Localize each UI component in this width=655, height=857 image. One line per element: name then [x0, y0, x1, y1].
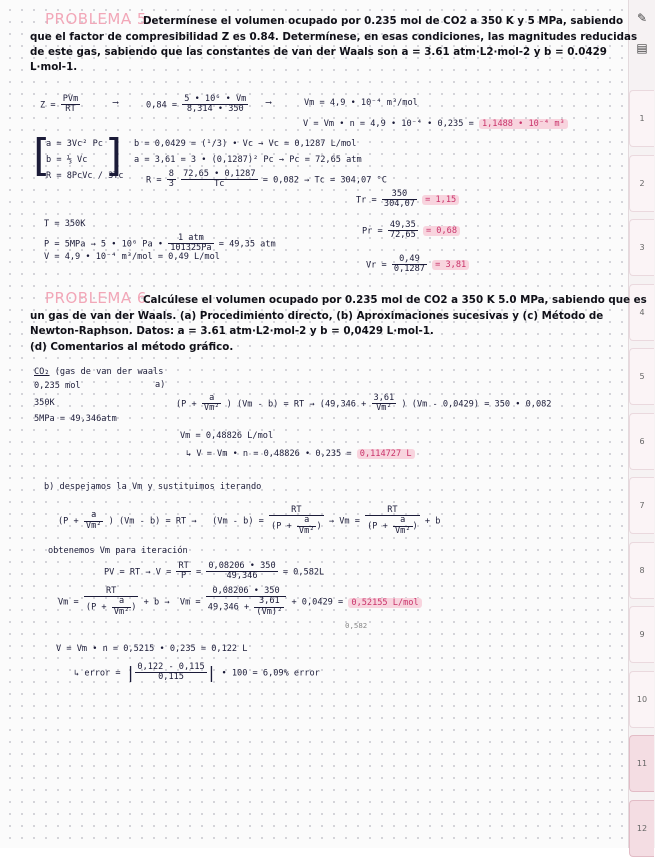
z-definition: Z = $\frac{\text{PVm}}{RT}$	[40, 94, 79, 115]
iteration-guess-note: 0,582	[345, 621, 368, 630]
volume-direct-line: ↳ V = Vm • n = 0,48826 • 0,235 = 0,114727 L	[186, 450, 415, 459]
page-tab-5[interactable]: 5	[629, 348, 654, 405]
gas-label: CO₂ (gas de van der waals	[34, 367, 164, 377]
page-tab-8[interactable]: 8	[629, 542, 654, 599]
vc-line: b = 0,0429 = (¹/3) • Vc → Vc = 0,1287 L/mol	[134, 139, 357, 149]
vdw-eq-r: R = 8PcVc / 3Tc	[46, 171, 124, 181]
page-tab-10[interactable]: 10	[629, 671, 654, 728]
page-tab-11[interactable]: 11	[629, 735, 654, 792]
right-bracket: ]	[105, 130, 123, 181]
volume-result: 1,1488 • 10⁻⁴ m³	[479, 119, 568, 129]
vdw-eq-b: b = ⅓ Vc	[46, 155, 88, 165]
problem-6-statement-line-3: Newton-Raphson. Datos: a = 3.61 atm·L2·mol-2 y b = 0,0429 L·mol-1.	[30, 325, 434, 337]
problem-5-statement-line-4: L·mol-1.	[30, 61, 78, 73]
left-bracket: [	[33, 130, 51, 181]
vm-result: Vm = 4,9 • 10⁻⁴ m³/mol	[304, 98, 418, 108]
z-substitution: 0,84 = $\frac{\text{5 • 10⁶ • Vm}}{8,314 • 350}$	[146, 94, 247, 115]
pc-line: a = 3,61 = 3 • (0,1287)² Pc → Pc = 72,65 atm	[134, 155, 362, 165]
page-tab-1[interactable]: 1	[629, 90, 654, 147]
problem-6-title: PROBLEMA 6:	[45, 289, 153, 307]
page-tab-7[interactable]: 7	[629, 477, 654, 534]
vdw-eq-a: a = 3Vc² Pc	[46, 139, 103, 149]
error-line: ↳ error = | $\frac{0,122 - 0,115}{0,115}$ | • 100 = 6,09% error	[74, 662, 320, 683]
problem-5-title: PROBLEMA 5:	[45, 10, 153, 28]
vdw-equation-a: (P + $\frac{a}{\text{Vm²}}$ ) (Vm - b) = RT → (49,346 + $\frac{3,61}{\text{Vm²}}$ ) (Vm - 0,0429) = 350 • 0,082	[176, 393, 552, 414]
page-tab-9[interactable]: 9	[629, 606, 654, 663]
problem-6-statement-line-1: Calcúlese el volumen ocupado por 0.235 mol de CO2 a 350 K 5.0 MPa, sabiendo que es	[143, 294, 647, 306]
problem-5-statement-line-2: que el factor de compresibilidad Z es 0.84. Determínese, en esas condiciones, las magnitudes reducidas	[30, 31, 638, 43]
part-b-label: b) despejamos la Vm y sustituimos iterando	[44, 482, 262, 492]
arrow-icon: ⟶	[266, 98, 272, 108]
given-temperature: T = 350K	[44, 219, 86, 229]
reduced-pressure: Pr = $\frac{49,35}{72,65}$ = 0,68	[362, 221, 460, 241]
volume-iterative-line: V = Vm • n = 0,5215 • 0,235 = 0,122 L	[56, 644, 248, 654]
tc-line: R = $\frac{8}{3}$ $\frac{72,65 • 0,1287}{Tc}$ = 0,082 → Tc = 304,07 °C	[146, 169, 387, 190]
data-pressure: 5MPa = 49,346atm	[34, 414, 117, 424]
reduced-volume: Vr = $\frac{0,49}{0,1287}$ = 3,81	[366, 255, 469, 275]
page-tab-3[interactable]: 3	[629, 219, 654, 276]
pen-icon[interactable]: ✎	[636, 11, 648, 25]
page-tab-4[interactable]: 4	[629, 284, 654, 341]
problem-6-statement-line-4: (d) Comentarios al método gráfico.	[30, 341, 234, 353]
rearrangement-line: (P + $\frac{a}{\text{Vm²}}$ ) (Vm - b) = RT → (Vm - b) = RT (P + $\frac{a}{\text{Vm²}}$ ) → Vm = RT (P + $\frac{a}{\text{Vm²}}$ ) + b	[58, 505, 441, 536]
part-a-label: a)	[155, 380, 166, 390]
page-tab-2[interactable]: 2	[629, 155, 654, 212]
data-moles: 0,235 mol	[34, 381, 81, 391]
problem-5-statement-line-1: Determínese el volumen ocupado por 0.235 mol de CO2 a 350 K y 5 MPa, sabiendo	[143, 15, 624, 27]
volume-line: V = Vm • n = 4,9 • 10⁻⁴ • 0,235 = 1,1488 • 10⁻⁴ m³	[303, 120, 568, 129]
given-pressure: P = 5MPa → 5 • 10⁶ Pa • $\frac{\text{1 atm}}{101325Pa}$ = 49,35 atm	[44, 233, 276, 254]
problem-6-statement-line-2: un gas de van der Waals. (a) Procedimiento directo, (b) Aproximaciones sucesivas y (c) Método de	[30, 310, 604, 322]
notebook-icon[interactable]: ▤	[636, 41, 648, 55]
page-tab-12[interactable]: 12	[629, 800, 654, 857]
iteration-note: obtenemos Vm para iteración	[48, 546, 188, 556]
given-volume: V = 4,9 • 10⁻⁴ m³/mol = 0,49 L/mol	[44, 252, 220, 262]
ideal-gas-volume: PV = RT → V = $\frac{RT}{P}$ = $\frac{0,08206 • 350}{49,346}$ = 0,582L	[104, 561, 325, 582]
arrow-icon: ⟶	[113, 98, 119, 108]
vm-iteration-line: Vm = RT (P + $\frac{a}{\text{Vm²}}$ ) + b → Vm = 0,08206 • 350 49,346 + $\frac{3,61}{\text{(Vm)²}}$ + 0,0429 = 0,52155 L/mol	[58, 587, 422, 617]
vm-direct-result: Vm = 0,48826 L/mol	[180, 431, 274, 441]
reduced-temperature: Tr = $\frac{350}{304,07}$ = 1,15	[356, 190, 459, 210]
page-tab-6[interactable]: 6	[629, 413, 654, 470]
data-temperature: 350K	[34, 398, 55, 408]
problem-5-statement-line-3: de este gas, sabiendo que las constantes de van der Waals son a = 3.61 atm·L2·mol-2 y b = 0.0429	[30, 46, 607, 58]
